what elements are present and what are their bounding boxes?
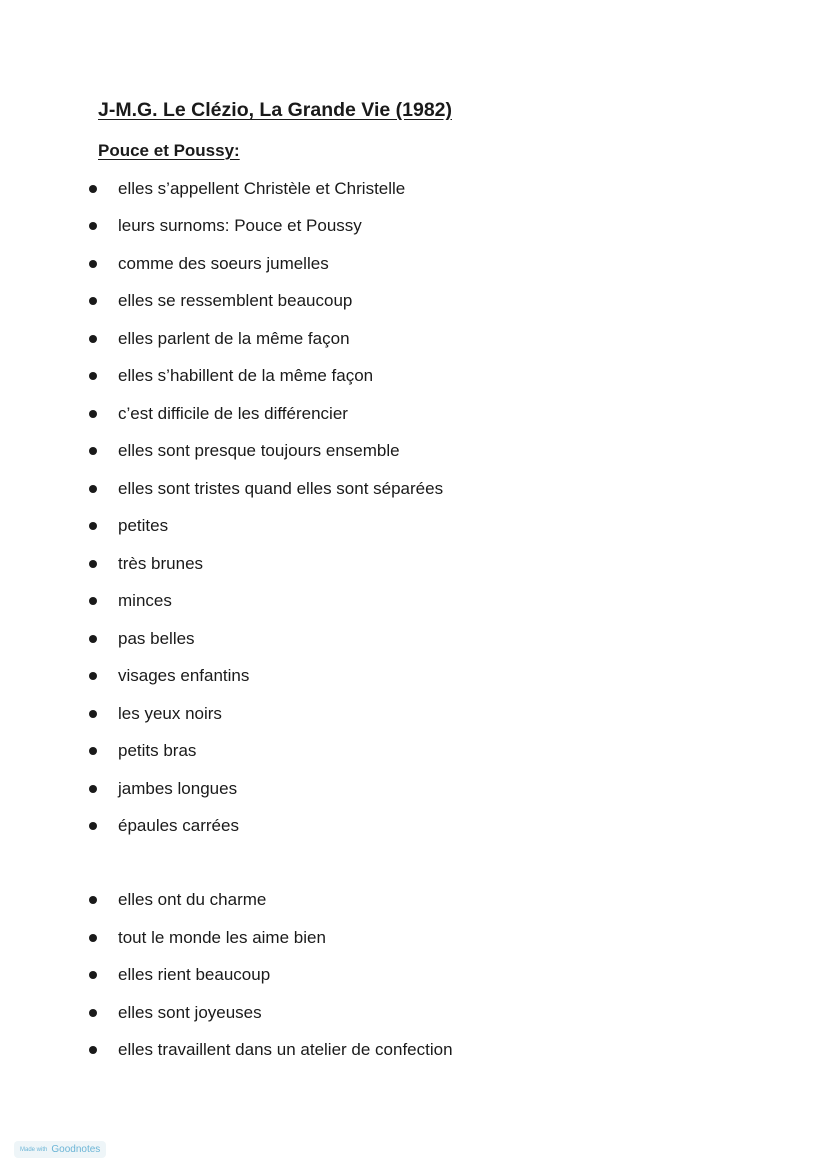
list-item-text: épaules carrées — [118, 816, 239, 835]
list-item-text: elles parlent de la même façon — [118, 329, 350, 348]
bullet-icon — [89, 297, 97, 305]
bullet-icon — [89, 971, 97, 979]
bullet-icon — [89, 522, 97, 530]
made-with-label: Made with — [20, 1146, 48, 1153]
list-item-text: elles rient beaucoup — [118, 965, 271, 984]
bullet-icon — [89, 1009, 97, 1017]
list-item-text: tout le monde les aime bien — [118, 928, 326, 947]
list-item-text: les yeux noirs — [118, 704, 222, 723]
list-item-text: petits bras — [118, 741, 197, 760]
bullet-icon — [89, 1046, 97, 1054]
bullet-icon — [89, 260, 97, 268]
list-item-text: elles sont presque toujours ensemble — [118, 441, 400, 460]
list-item-text: elles s’appellent Christèle et Christelle — [118, 179, 406, 198]
list-item-text: elles s’habillent de la même façon — [118, 366, 374, 385]
list-item-text: petites — [118, 516, 169, 535]
bullet-icon — [89, 372, 97, 380]
list-item-text: comme des soeurs jumelles — [118, 254, 329, 273]
bullet-icon — [89, 934, 97, 942]
list-item-text: elles travaillent dans un atelier de confection — [118, 1040, 453, 1059]
list-item-text: elles sont tristes quand elles sont séparées — [118, 479, 444, 498]
document-title: J-M.G. Le Clézio, La Grande Vie (1982) — [98, 99, 452, 121]
brand-label: Goodnotes — [51, 1144, 101, 1155]
bullet-icon — [89, 485, 97, 493]
list-item-text: elles ont du charme — [118, 890, 267, 909]
list-item-text: elles sont joyeuses — [118, 1003, 262, 1022]
bullet-icon — [89, 222, 97, 230]
list-item-text: très brunes — [118, 554, 204, 573]
bullet-icon — [89, 635, 97, 643]
bullet-icon — [89, 710, 97, 718]
bullet-icon — [89, 560, 97, 568]
list-item-text: jambes longues — [118, 779, 238, 798]
goodnotes-badge — [14, 1141, 106, 1158]
section-heading: Pouce et Poussy: — [98, 141, 240, 160]
list-item-text: minces — [118, 591, 172, 610]
bullet-icon — [89, 785, 97, 793]
bullet-icon — [89, 597, 97, 605]
bullet-icon — [89, 672, 97, 680]
list-item-text: visages enfantins — [118, 666, 250, 685]
bullet-icon — [89, 896, 97, 904]
bullet-icon — [89, 747, 97, 755]
bullet-icon — [89, 335, 97, 343]
list-item-text: c’est difficile de les différencier — [118, 404, 348, 423]
bullet-icon — [89, 185, 97, 193]
list-item-text: leurs surnoms: Pouce et Poussy — [118, 216, 362, 235]
bullet-icon — [89, 447, 97, 455]
bullet-icon — [89, 822, 97, 830]
bullet-icon — [89, 410, 97, 418]
list-item-text: elles se ressemblent beaucoup — [118, 291, 353, 310]
list-item-text: pas belles — [118, 629, 195, 648]
